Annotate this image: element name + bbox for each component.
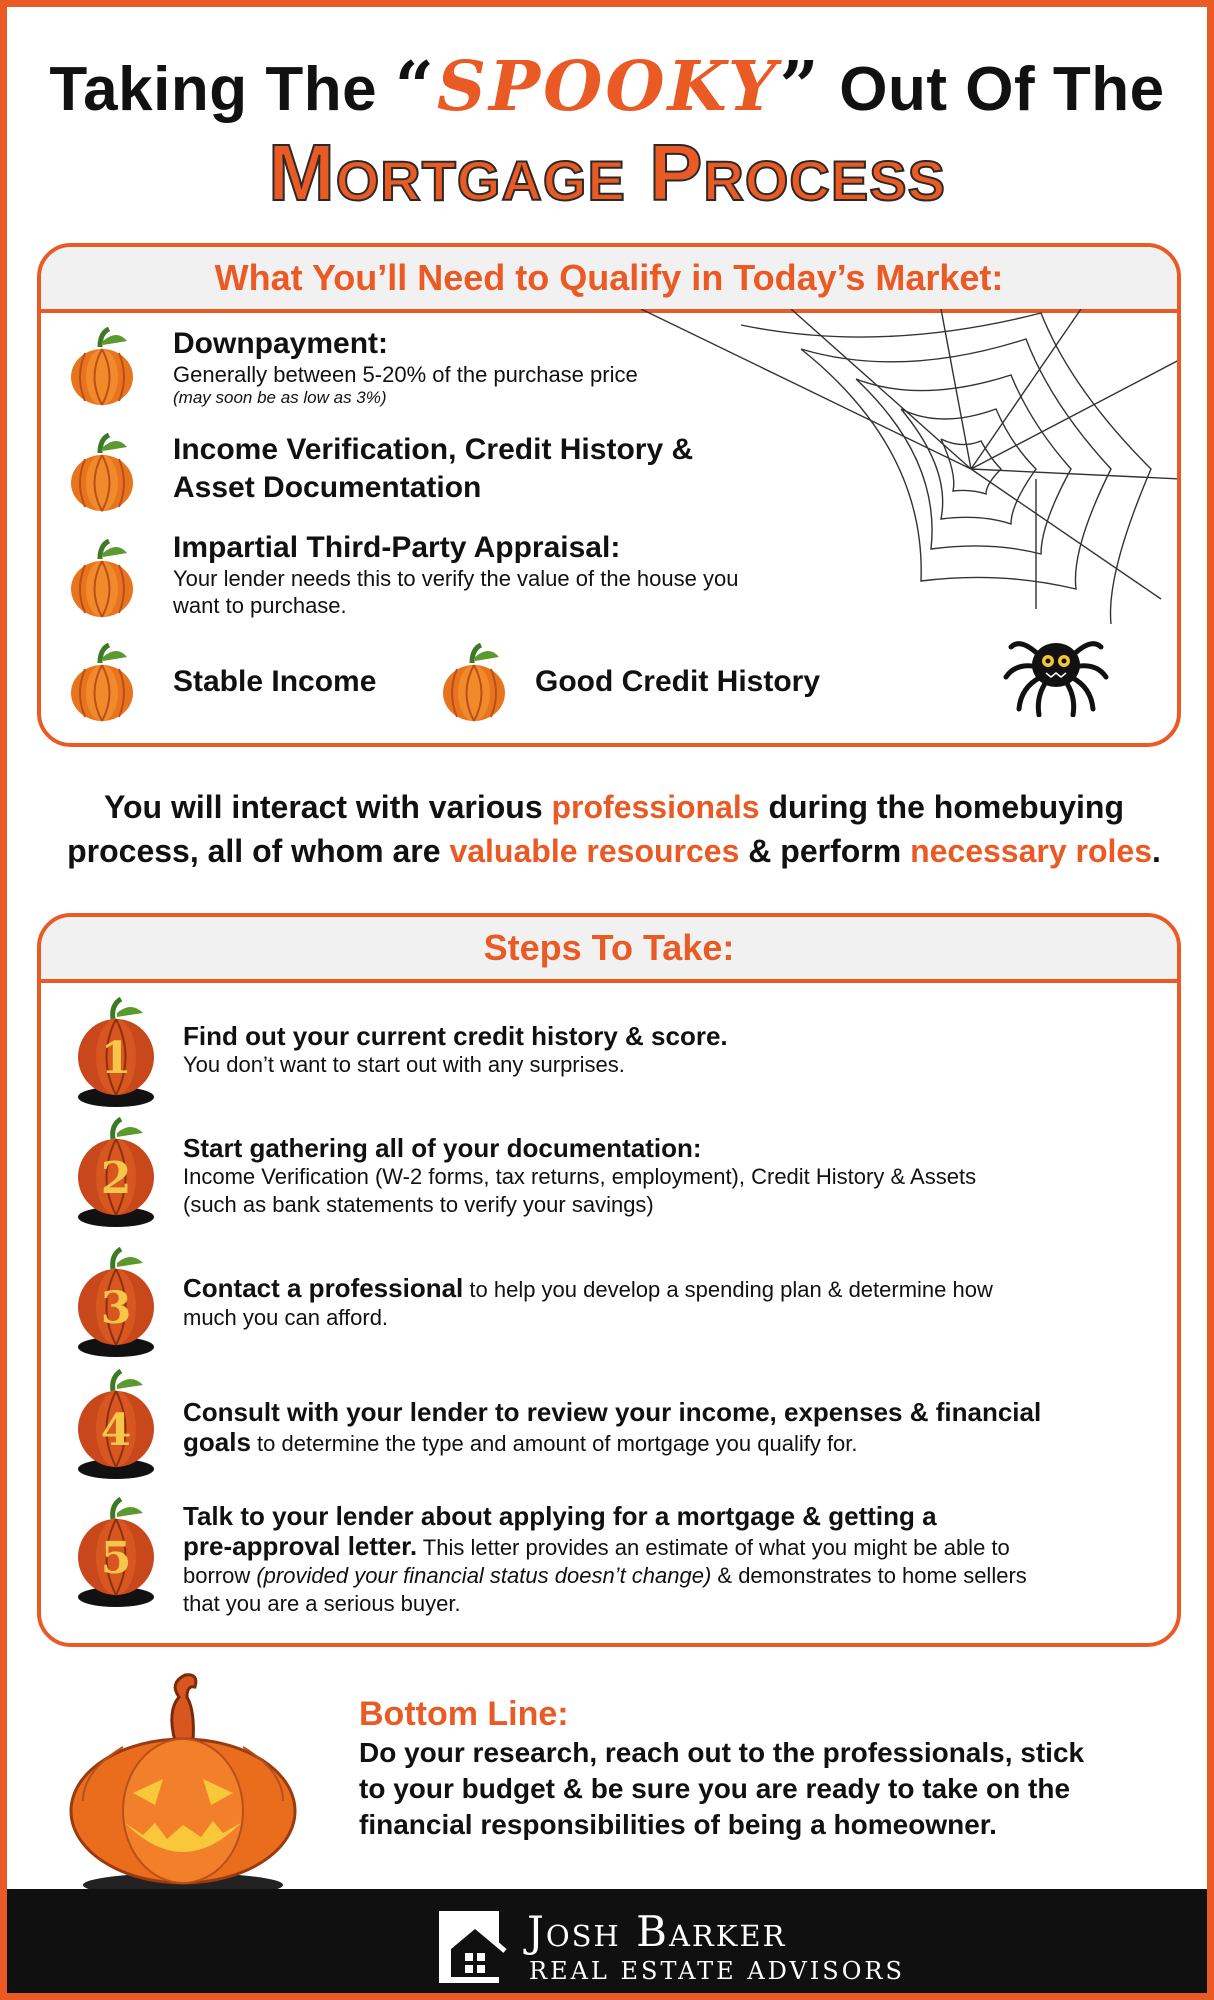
bottom-line-title: Bottom Line:	[359, 1695, 569, 1733]
title-line-1: Taking The “SPOOKY” Out Of The	[49, 47, 1165, 127]
brand-name: Josh Barker	[527, 1907, 787, 1956]
step-4-pumpkin-icon	[71, 1369, 161, 1486]
svg-text:1: 1	[100, 1033, 132, 1084]
pumpkin-icon	[439, 643, 509, 723]
qualify-box	[37, 243, 1181, 747]
qualify-item-appraisal: Impartial Third-Party Appraisal: Your lender needs this to verify the value of the house you want to purchase.	[173, 531, 739, 618]
svg-text:5: 5	[100, 1533, 132, 1584]
svg-text:2: 2	[100, 1153, 132, 1204]
qualify-item-downpayment: Downpayment: Generally between 5-20% of the purchase price (may soon be as low as 3%)	[173, 327, 638, 407]
spider-icon	[1001, 617, 1111, 717]
step-2: Start gathering all of your documentation: Income Verification (W-2 forms, tax returns, employment), Credit History & Assets (such as bank statements to verify your savings)	[183, 1133, 977, 1217]
svg-text:3: 3	[100, 1283, 132, 1334]
step-5-pumpkin-icon	[71, 1497, 161, 1614]
qualify-heading: What You’ll Need to Qualify in Today’s Market:	[41, 247, 1177, 313]
pumpkin-icon	[67, 643, 137, 723]
footer-brand-bar	[7, 1889, 1207, 2000]
step-3-pumpkin-icon	[71, 1247, 161, 1364]
svg-text:4: 4	[100, 1405, 132, 1456]
brand-subtitle: REAL ESTATE ADVISORS	[529, 1957, 905, 1985]
steps-heading: Steps To Take:	[41, 917, 1177, 983]
qualify-item-income-verification: Income Verification, Credit History & Asset Documentation	[173, 433, 694, 504]
step-1-pumpkin-icon	[71, 997, 161, 1114]
professionals-statement: You will interact with various professionals during the homebuying process, all of whom are valuable resources & perform necessary roles.	[67, 789, 1161, 869]
step-2-pumpkin-icon	[71, 1117, 161, 1234]
pumpkin-icon	[67, 539, 137, 619]
bottom-line-text: Do your research, reach out to the professionals, stick to your budget & be sure you are ready to take on the financial responsibilities of being a homeowner.	[359, 1737, 1085, 1840]
house-logo-icon	[431, 1903, 517, 1985]
title-line-2: Mortgage Process	[268, 128, 946, 217]
steps-box	[37, 913, 1181, 1647]
step-5: Talk to your lender about applying for a mortgage & getting a pre-approval letter. This letter provides an estimate of what you might be able to borrow (provided your financial status doesn’t change) & demonstrates to home sellers that you are a serious buyer.	[183, 1501, 1027, 1616]
qualify-item-good-credit: Good Credit History	[535, 665, 821, 698]
step-3: Contact a professional to help you develop a spending plan & determine how much you can afford.	[183, 1273, 993, 1330]
step-1: Find out your current credit history & score. You don’t want to start out with any surprises.	[183, 1021, 728, 1077]
step-4: Consult with your lender to review your income, expenses & financial goals to determine the type and amount of mortgage you qualify for.	[183, 1397, 1042, 1457]
pumpkin-icon	[67, 433, 137, 513]
jack-o-lantern-icon	[63, 1671, 303, 1901]
qualify-item-stable-income: Stable Income	[173, 665, 377, 698]
pumpkin-icon	[67, 327, 137, 407]
spooky-word: “SPOOKY”	[394, 47, 822, 127]
